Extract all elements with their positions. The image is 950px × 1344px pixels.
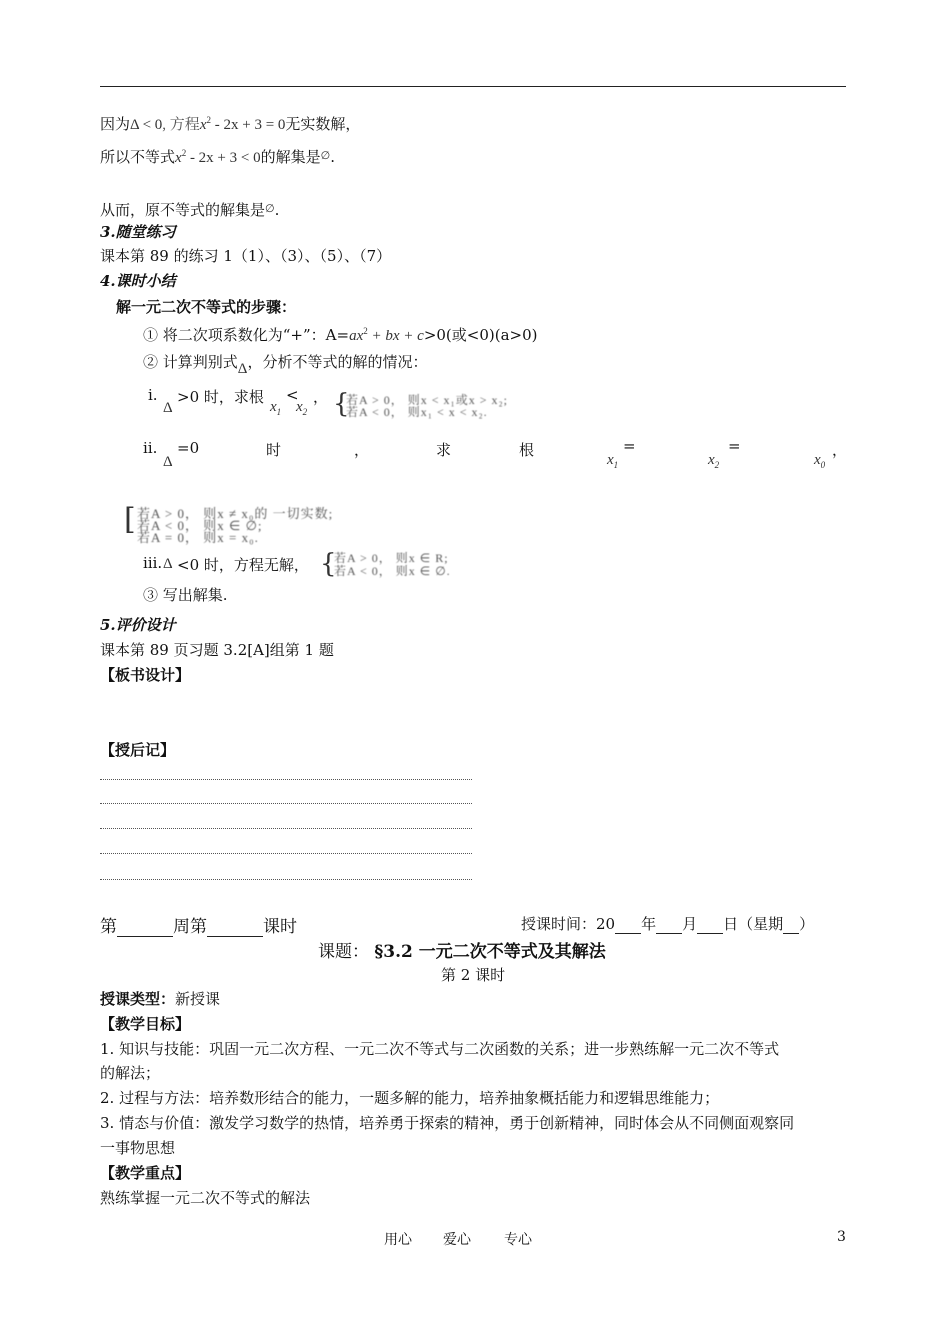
math: 1 [613,460,619,470]
math: x [296,399,303,415]
root-x2 [296,399,307,417]
section-4-title: 4.课时小结 [100,272,176,290]
lesson-type [100,988,220,1009]
math: 2 [363,326,368,336]
footer-motto-1: 用心 [384,1232,412,1248]
section-5-title: 5.评价设计 [100,616,176,634]
blank-year [615,919,641,934]
math: + bx + c [367,328,424,344]
delta-symbol: Δ [163,556,173,572]
equals: = [728,437,741,455]
math: 0 [820,460,826,470]
math: - 2x + 3 < 0 [186,150,261,166]
root-x2 [708,452,719,470]
math: 2 [714,460,720,470]
footer-motto-3: 专心 [504,1232,532,1248]
case-2-qiu: 求 [436,441,452,459]
text: 因为 [100,115,131,133]
equals: = [623,437,636,455]
key-points-body: 熟练掌握一元二次不等式的解法 [100,1189,311,1207]
text: 的解集是 [260,148,321,166]
text: 年 [641,915,657,933]
text: 周第 [173,917,207,937]
case-3-label: ⅲ. [143,554,163,572]
math: - 2x + 3 = 0 [210,117,286,133]
text: ，分析不等式的解的情况： [247,353,428,371]
blank-weekday [783,919,799,934]
text: , 方程 [162,117,200,133]
comma: ， [832,441,848,459]
case-3-brace-line-1: 若A > 0， 则x ∈ R; [334,551,449,565]
math: x [175,150,182,166]
lesson-period: 第 2 课时 [441,966,506,984]
text: ① 将二次项系数化为“+”：A= [143,326,350,344]
root-x0 [814,452,825,470]
math: x [814,452,821,468]
math: Δ < 0 [130,117,163,133]
goal-3-line-1: 3. 情态与价值：激发学习数学的热情，培养勇于探索的精神，勇于创新精神，同时体会从不同侧面观察同 [100,1114,795,1132]
empty-set-symbol: ∅ [320,150,331,162]
text: . [274,201,280,219]
comma: ， [313,388,329,406]
text: >0(或<0)(a>0) [423,326,538,344]
case-2-brace-line-2: 若A < 0， 则x ∈ ∅; [137,518,263,533]
case-2-comma: ， [354,441,370,459]
text: 月 [682,915,698,933]
header-rule [100,86,846,87]
section-3-title: 3.随堂练习 [100,223,176,241]
math: 2 [206,115,211,125]
text: 课题： [318,942,369,962]
text: 无实数解， [285,115,361,133]
board-design-heading: 【板书设计】 [100,666,191,684]
text: 从而，原不等式的解集是 [100,201,266,219]
final-line [100,199,279,220]
dotted-line [100,853,472,854]
text: 日（星期 [723,915,784,933]
empty-set-symbol: ∅ [265,203,275,215]
section-3-body: 课本第 89 的练习 1（1）、（3）、（5）、（7） [100,247,392,265]
math: x [270,399,277,415]
page-title: §3.2 一元二次不等式及其解法 [374,942,606,962]
blank-period [207,922,263,937]
text: 第 [100,917,117,937]
footer-motto-2: 爱心 [443,1232,471,1248]
text: . [330,148,335,166]
reason-line [100,113,360,134]
goal-1-line-1: 1. 知识与技能：巩固一元二次方程、一元二次不等式与二次函数的关系；进一步熟练解一元二次不等式 [100,1040,780,1058]
blank-day [697,919,723,934]
step-2 [143,351,428,377]
math: x [607,452,614,468]
left-brace-icon: { [333,389,350,419]
goal-2: 2. 过程与方法：培养数形结合的能力，一题多解的能力，培养抽象概括能力和逻辑思维能力； [100,1089,720,1107]
case-1-label: ⅰ. [148,386,158,404]
dotted-line [100,879,472,880]
math: 1 [276,407,282,417]
lesson-topic [318,937,606,962]
case-2-gen: 根 [519,441,535,459]
delta-symbol: Δ [237,361,248,377]
text: ） [799,915,815,933]
case-3-text: <0 时，方程无解， [177,556,309,574]
dotted-line [100,828,472,829]
case-2-brace-line-3: 若A = 0， 则x = x₀. [137,530,259,545]
label: 授课类型： [100,990,176,1008]
case-2-text: =0 [177,439,200,457]
delta-symbol: Δ [163,454,173,470]
text: 所以不等式 [100,148,176,166]
conclusion-line [100,146,335,167]
schedule-date [521,913,814,934]
left-brace-icon: [ [124,502,136,537]
math: x [199,117,207,133]
less-than: < [286,386,299,404]
case-3-brace-line-2: 若A < 0， 则x ∈ ∅. [334,564,451,578]
dotted-line [100,803,472,804]
case-2-shi: 时 [266,441,282,459]
key-points-heading: 【教学重点】 [100,1164,191,1182]
page-number: 3 [837,1229,846,1245]
case-2-label: ⅱ. [143,439,158,457]
case-1-brace-line-1: 若A > 0， 则x < x₁或x > x₂; [346,393,509,407]
case-1-brace-line-2: 若A < 0， 则x₁ < x < x₂. [346,405,488,419]
step-1 [143,324,538,345]
math: x [708,452,715,468]
dotted-line [100,779,472,780]
text: 课时 [263,917,297,937]
case-2-brace-line-1: 若A > 0， 则x ≠ x₀的 一切实数; [137,506,334,521]
goals-heading: 【教学目标】 [100,1015,191,1033]
blank-month [656,919,682,934]
left-brace-icon: { [320,549,337,579]
case-1-text: >0 时，求根 [177,388,264,406]
section-5-body: 课本第 89 页习题 3.2[A]组第 1 题 [100,641,334,659]
text: 授课时间：20 [521,915,616,933]
goal-3-line-2: 一事物思想 [100,1139,176,1157]
value: 新授课 [175,990,221,1008]
schedule-week [100,912,297,937]
math: ax [349,328,364,344]
text: ② 计算判别式 [143,353,238,371]
delta-symbol: Δ [163,400,173,416]
after-class-heading: 【授后记】 [100,741,176,759]
root-x1 [270,399,281,417]
math: 2 [181,148,187,158]
steps-title: 解一元二次不等式的步骤： [116,298,297,316]
goal-1-line-2: 的解法； [100,1064,161,1082]
math: 2 [302,407,308,417]
blank-week [117,922,173,937]
root-x1 [607,452,618,470]
step-3: ③ 写出解集. [143,586,228,604]
